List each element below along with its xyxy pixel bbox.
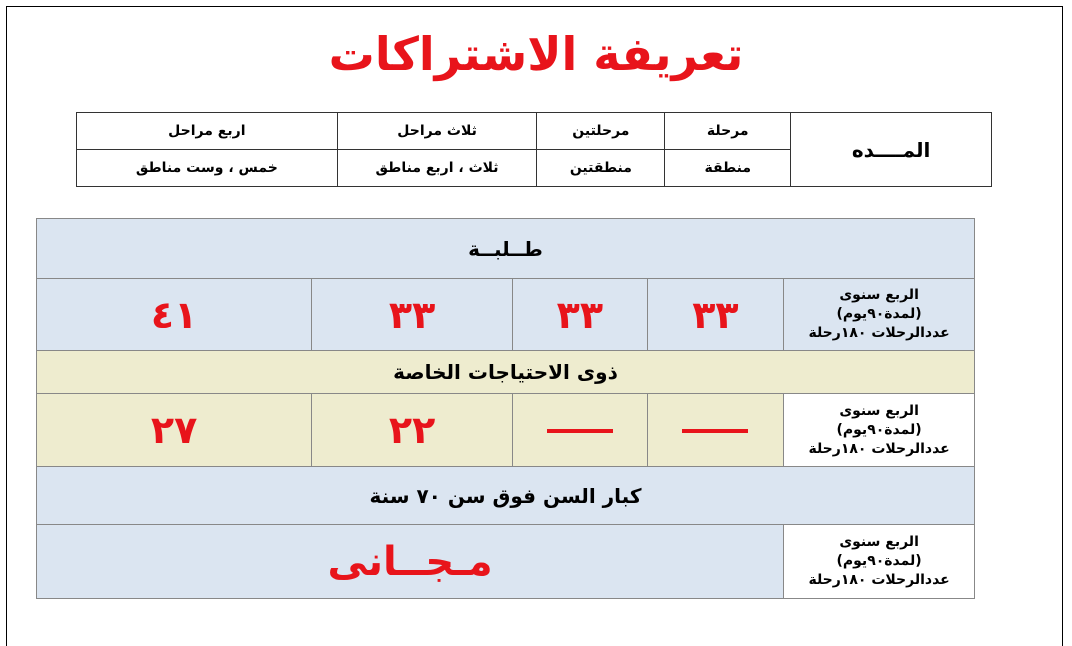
dash-mark bbox=[682, 429, 748, 433]
zone-4: خمس ، وست مناطق bbox=[77, 150, 338, 187]
prices-table bbox=[36, 218, 975, 599]
students-price-3: ٣٣ bbox=[312, 279, 513, 351]
duration-table bbox=[76, 112, 992, 187]
special-needs-plan-label bbox=[784, 394, 975, 467]
students-price-4: ٤١ bbox=[37, 279, 312, 351]
plan-label-line3: عددالرحلات ١٨٠رحلة bbox=[808, 572, 950, 588]
plan-label-line2: (لمدة٩٠يوم) bbox=[836, 306, 922, 322]
phase-1: مرحلة bbox=[665, 113, 791, 150]
duration-header: المــــده bbox=[791, 113, 992, 187]
phase-3: ثلاث مراحل bbox=[337, 113, 537, 150]
zone-2: منطقتين bbox=[537, 150, 665, 187]
seniors-price-free: مـجــانى bbox=[37, 525, 784, 599]
phase-2: مرحلتين bbox=[537, 113, 665, 150]
plan-label-line1: الربع سنوى bbox=[839, 287, 919, 303]
phase-4: اربع مراحل bbox=[77, 113, 338, 150]
plan-label-line2: (لمدة٩٠يوم) bbox=[836, 421, 922, 438]
special-needs-price-3: ٢٢ bbox=[312, 394, 513, 467]
dash-mark bbox=[547, 429, 613, 433]
zone-1: منطقة bbox=[665, 150, 791, 187]
special-needs-price-1 bbox=[647, 394, 784, 467]
seniors-plan-label bbox=[784, 525, 975, 599]
plan-label-line3: عددالرحلات ١٨٠رحلة bbox=[808, 440, 950, 457]
special-needs-price-2 bbox=[513, 394, 648, 467]
plan-label-line1: الربع سنوى bbox=[839, 534, 919, 550]
special-needs-section-title: ذوى الاحتياجات الخاصة bbox=[37, 351, 975, 394]
special-needs-price-4: ٢٧ bbox=[37, 394, 312, 467]
page-title: تعريفة الاشتراكات bbox=[328, 27, 744, 81]
students-price-2: ٣٣ bbox=[513, 279, 648, 351]
zone-3: ثلاث ، اربع مناطق bbox=[337, 150, 537, 187]
plan-label-line3: عددالرحلات ١٨٠رحلة bbox=[808, 325, 950, 341]
seniors-section-title: كبار السن فوق سن ٧٠ سنة bbox=[37, 467, 975, 525]
plan-label-line1: الربع سنوى bbox=[839, 402, 919, 419]
plan-label-line2: (لمدة٩٠يوم) bbox=[836, 553, 922, 569]
students-section-title: طــلبــة bbox=[37, 219, 975, 279]
students-plan-label bbox=[784, 279, 975, 351]
students-price-1: ٣٣ bbox=[647, 279, 784, 351]
